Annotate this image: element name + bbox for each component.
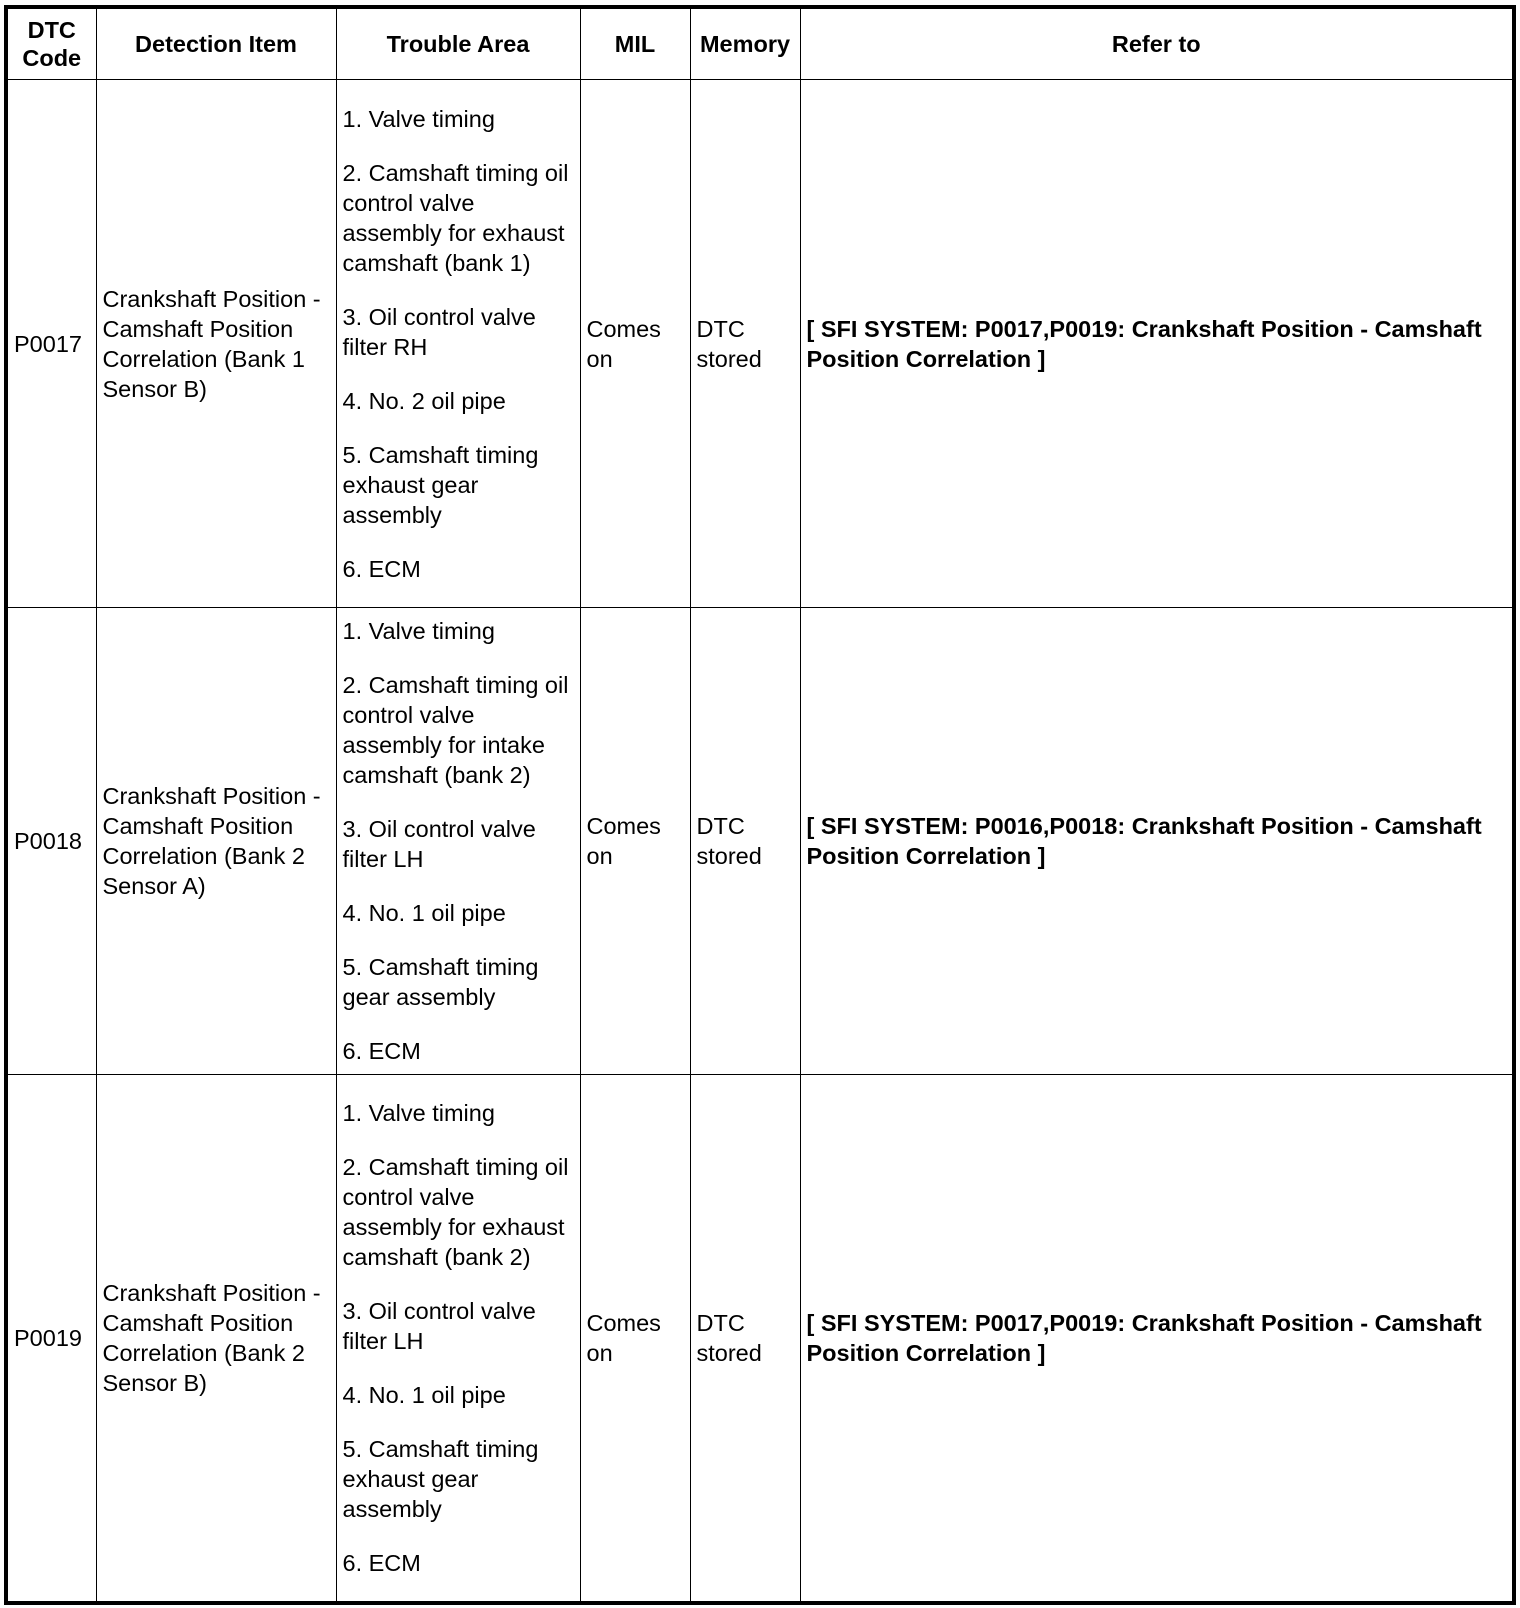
dtc-code: P0017 [6,80,96,608]
dtc-table [4,5,1516,1605]
trouble-area-item: 4. No. 2 oil pipe [342,387,506,414]
header-mil: MIL [580,7,690,80]
trouble-area-item: 6. ECM [342,1549,421,1576]
trouble-area-item: 4. No. 1 oil pipe [342,1381,506,1408]
header-dtc-code: DTC Code [6,7,96,80]
mil-status: Comes on [580,1075,690,1603]
trouble-area-item: 2. Camshaft timing oil control valve assembly for exhaust camshaft (bank 1) [342,159,569,276]
table-row [6,80,1514,608]
trouble-area-item: 3. Oil control valve filter LH [342,816,536,872]
trouble-area-item: 3. Oil control valve filter LH [342,1297,536,1354]
table-header-row [6,7,1514,80]
refer-to-link[interactable]: [ SFI SYSTEM: P0017,P0019: Crankshaft Position - Camshaft Position Correlation ] [800,1075,1514,1603]
trouble-area [336,80,580,608]
trouble-area-item: 1. Valve timing [342,1099,495,1126]
trouble-area-item: 2. Camshaft timing oil control valve assembly for intake camshaft (bank 2) [342,672,569,788]
table-row [6,608,1514,1075]
dtc-code: P0019 [6,1075,96,1603]
memory-status: DTC stored [690,80,800,608]
trouble-area-item: 5. Camshaft timing exhaust gear assembly [342,441,539,528]
trouble-area-item: 5. Camshaft timing exhaust gear assembly [342,1435,539,1522]
detection-item: Crankshaft Position - Camshaft Position Correlation (Bank 1 Sensor B) [96,80,336,608]
detection-item: Crankshaft Position - Camshaft Position Correlation (Bank 2 Sensor A) [96,608,336,1075]
memory-status: DTC stored [690,1075,800,1603]
memory-status: DTC stored [690,608,800,1075]
trouble-area-item: 6. ECM [342,555,421,582]
refer-to-link[interactable]: [ SFI SYSTEM: P0016,P0018: Crankshaft Position - Camshaft Position Correlation ] [800,608,1514,1075]
trouble-area-item: 1. Valve timing [342,618,495,644]
trouble-area-item: 2. Camshaft timing oil control valve assembly for exhaust camshaft (bank 2) [342,1153,569,1270]
header-trouble-area: Trouble Area [336,7,580,80]
refer-to-link[interactable]: [ SFI SYSTEM: P0017,P0019: Crankshaft Position - Camshaft Position Correlation ] [800,80,1514,608]
dtc-table-container [4,5,1516,1605]
mil-status: Comes on [580,80,690,608]
detection-item: Crankshaft Position - Camshaft Position Correlation (Bank 2 Sensor B) [96,1075,336,1603]
table-row [6,1075,1514,1603]
trouble-area-item: 3. Oil control valve filter RH [342,303,536,360]
header-refer-to: Refer to [800,7,1514,80]
mil-status: Comes on [580,608,690,1075]
header-detection-item: Detection Item [96,7,336,80]
header-memory: Memory [690,7,800,80]
trouble-area [336,1075,580,1603]
trouble-area-item: 1. Valve timing [342,105,495,132]
trouble-area-item: 6. ECM [342,1038,421,1064]
trouble-area-item: 4. No. 1 oil pipe [342,900,506,926]
trouble-area-item: 5. Camshaft timing gear assembly [342,954,539,1010]
dtc-code: P0018 [6,608,96,1075]
trouble-area [336,608,580,1075]
